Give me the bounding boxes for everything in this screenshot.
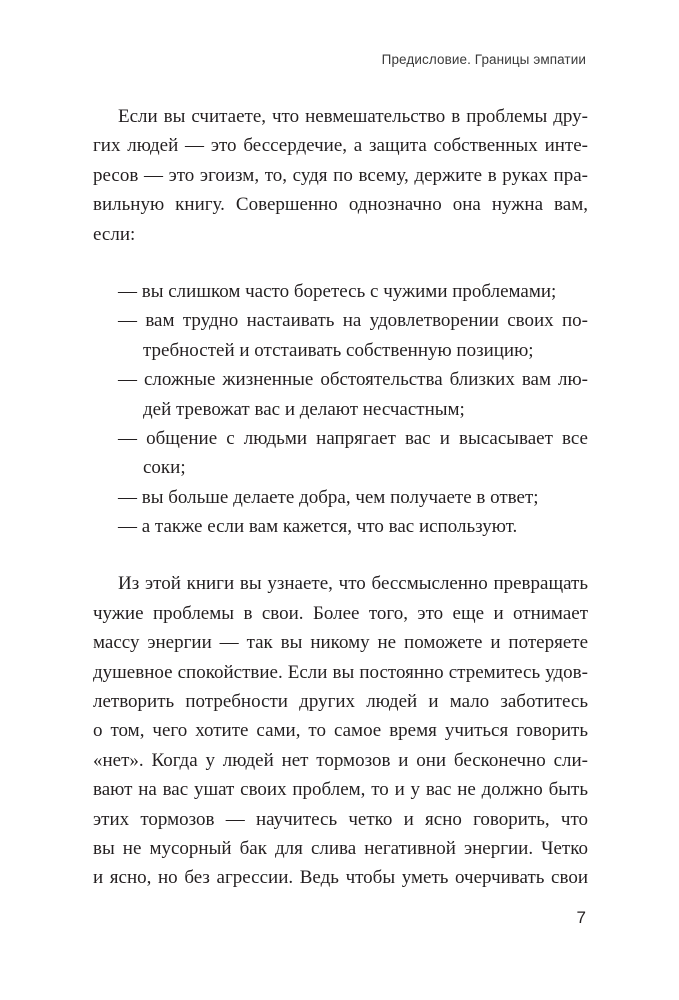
list-item-line: требностей и отстаивать собственную позицию;	[143, 339, 534, 361]
list-item-line: — а также если вам кажется, что вас используют.	[118, 516, 518, 538]
text-line: о том, чего хотите сами, то самое время учиться говорить	[93, 720, 588, 742]
paragraph-intro	[93, 102, 588, 249]
list-item-line: — вы больше делаете добра, чем получаете в ответ;	[118, 486, 539, 508]
list-item	[93, 277, 588, 306]
list-item-line: дей тревожат вас и делают несчастным;	[143, 398, 465, 420]
text-line: если:	[93, 223, 136, 245]
bullet-list	[93, 277, 588, 542]
list-item	[93, 512, 588, 541]
text-line: «нет». Когда у людей нет тормозов и они бесконечно сли-	[93, 749, 588, 771]
list-item-line: соки;	[143, 457, 186, 479]
text-line: гих людей — это бессердечие, а защита собственных инте-	[93, 135, 588, 157]
spacer	[93, 541, 588, 569]
text-line: и ясно, но без агрессии. Ведь чтобы уметь очерчивать свои	[93, 867, 588, 889]
page-number: 7	[576, 908, 586, 927]
text-line: вы не мусорный бак для слива негативной энергии. Четко	[93, 837, 588, 859]
text-line: вают на вас ушат своих проблем, то и у вас не должно быть	[93, 779, 588, 801]
list-item	[93, 365, 588, 424]
text-line: этих тормозов — научитесь четко и ясно говорить, что	[93, 808, 588, 830]
list-item	[93, 306, 588, 365]
text-line: чужие проблемы в свои. Более того, это еще и отнимает	[93, 602, 588, 624]
text-line: вильную книгу. Совершенно однозначно она нужна вам,	[93, 194, 588, 216]
paragraph-main	[93, 569, 588, 892]
list-item-line: — сложные жизненные обстоятельства близких вам лю-	[118, 369, 588, 391]
spacer	[93, 249, 588, 277]
list-item-line: — вам трудно настаивать на удовлетворении своих по-	[118, 310, 588, 332]
list-item	[93, 424, 588, 483]
text-line: Если вы считаете, что невмешательство в проблемы дру-	[118, 106, 588, 127]
list-item-line: — вы слишком часто боретесь с чужими проблемами;	[118, 280, 557, 302]
text-body	[93, 102, 588, 893]
list-item	[93, 483, 588, 512]
text-line: летворить потребности других людей и мало заботитесь	[93, 691, 588, 713]
running-header: Предисловие. Границы эмпатии	[381, 52, 586, 67]
text-line: Из этой книги вы узнаете, что бессмысленно превращать	[118, 573, 588, 595]
text-line: массу энергии — так вы никому не поможете и потеряете	[93, 632, 588, 654]
text-line: ресов — это эгоизм, то, судя по всему, держите в руках пра-	[93, 164, 588, 186]
text-line: душевное спокойствие. Если вы постоянно стремитесь удов-	[93, 661, 588, 683]
list-item-line: — общение с людьми напрягает вас и высасывает все	[118, 427, 588, 449]
